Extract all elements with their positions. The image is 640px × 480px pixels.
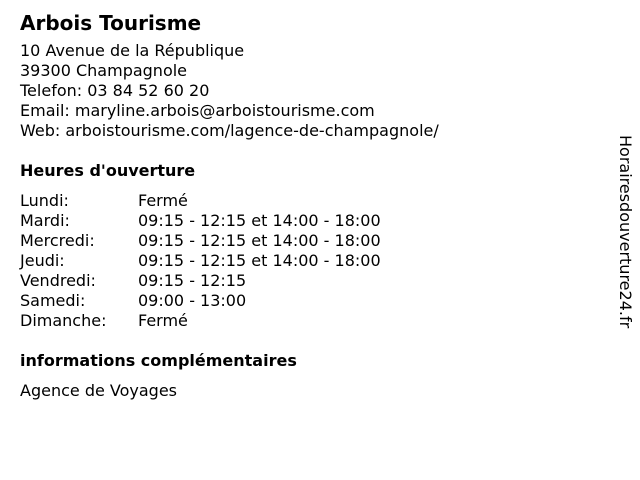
site-watermark: Horairesdouverture24.fr [616, 135, 635, 329]
hours-time: 09:00 - 13:00 [138, 291, 247, 310]
hours-table [20, 191, 381, 331]
content [20, 10, 600, 401]
extra-info-text: Agence de Voyages [20, 381, 177, 400]
hours-row [20, 271, 381, 291]
hours-row [20, 191, 381, 211]
hours-day: Jeudi: [20, 251, 65, 270]
address-line-2: 39300 Champagnole [20, 61, 188, 80]
hours-time: 09:15 - 12:15 et 14:00 - 18:00 [138, 251, 381, 270]
hours-title: Heures d'ouverture [20, 161, 196, 180]
address-line-1: 10 Avenue de la République [20, 41, 245, 60]
hours-time: Fermé [138, 311, 188, 330]
hours-row [20, 251, 381, 271]
phone: Telefon: 03 84 52 60 20 [20, 81, 210, 100]
hours-day: Vendredi: [20, 271, 96, 290]
hours-row [20, 231, 381, 251]
hours-day: Lundi: [20, 191, 69, 210]
hours-time: Fermé [138, 191, 188, 210]
hours-day: Dimanche: [20, 311, 107, 330]
hours-time: 09:15 - 12:15 et 14:00 - 18:00 [138, 231, 381, 250]
hours-day: Mardi: [20, 211, 70, 230]
hours-time: 09:15 - 12:15 et 14:00 - 18:00 [138, 211, 381, 230]
extra-info-title: informations complémentaires [20, 351, 297, 370]
hours-day: Samedi: [20, 291, 86, 310]
business-name: Arbois Tourisme [20, 11, 202, 35]
email: Email: maryline.arbois@arboistourisme.com [20, 101, 375, 120]
hours-day: Mercredi: [20, 231, 95, 250]
website: Web: arboistourisme.com/lagence-de-champagnole/ [20, 121, 439, 140]
hours-time: 09:15 - 12:15 [138, 271, 247, 290]
hours-row [20, 291, 381, 311]
hours-row [20, 211, 381, 231]
hours-row [20, 311, 381, 331]
